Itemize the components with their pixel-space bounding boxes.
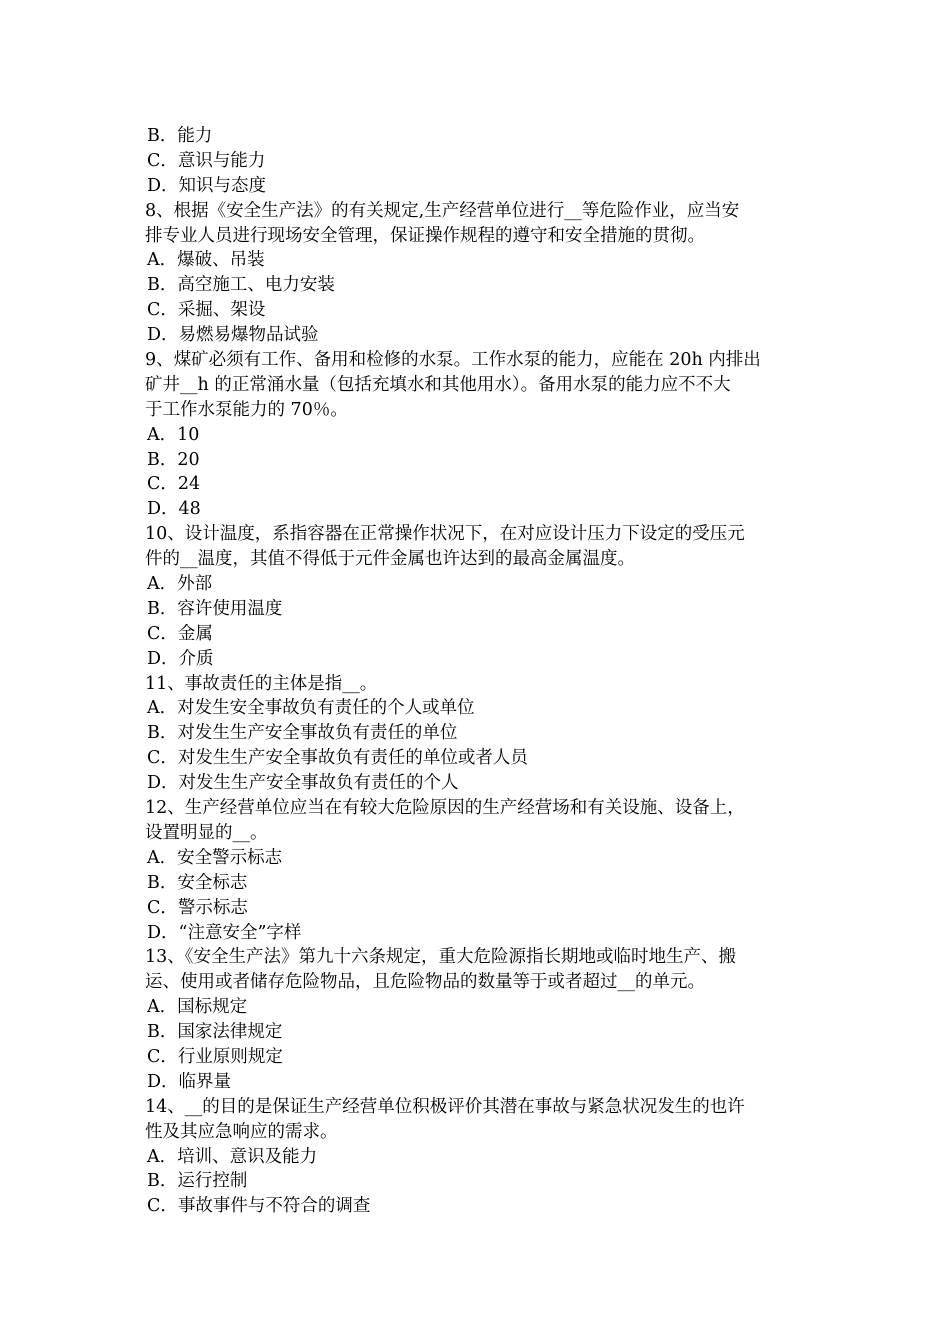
question-text-line: 性及其应急响应的需求。 — [145, 1121, 338, 1142]
answer-option: C．对发生生产安全事故负有责任的单位或者人员 — [147, 748, 528, 769]
answer-option: D．临界量 — [147, 1071, 232, 1092]
question-text-line: 运、使用或者储存危险物品，且危险物品的数量等于或者超过__的单元。 — [145, 972, 705, 993]
answer-option: A．培训、意识及能力 — [147, 1146, 318, 1167]
question-text-line: 12、生产经营单位应当在有较大危险原因的生产经营场和有关设施、设备上， — [145, 798, 745, 819]
document-page — [145, 124, 810, 1219]
answer-option: A．安全警示标志 — [147, 847, 283, 868]
question-text-line: 10、设计温度，系指容器在正常操作状况下，在对应设计压力下设定的受压元 — [145, 524, 745, 545]
answer-option: D．“注意安全”字样 — [147, 922, 302, 943]
question-text-line: 矿井__h 的正常涌水量（包括充填水和其他用水）。备用水泵的能力应不不大 — [145, 374, 731, 395]
answer-option: A．国标规定 — [147, 997, 248, 1018]
answer-option: D．对发生生产安全事故负有责任的个人 — [147, 773, 459, 794]
question-text-line: 件的__温度，其值不得低于元件金属也许达到的最高金属温度。 — [145, 549, 635, 570]
answer-option: D．48 — [147, 499, 201, 520]
answer-option: B．对发生生产安全事故负有责任的单位 — [147, 723, 458, 744]
question-text-line: 13、《安全生产法》第九十六条规定，重大危险源指长期地或临时地生产、搬 — [145, 947, 737, 968]
answer-option: B．20 — [147, 449, 200, 470]
answer-option: A．对发生安全事故负有责任的个人或单位 — [147, 698, 475, 719]
answer-option: C．24 — [147, 474, 201, 495]
answer-option: D．易燃易爆物品试验 — [147, 325, 319, 346]
answer-option: C．采掘、架设 — [147, 300, 266, 321]
answer-option: D．介质 — [147, 648, 214, 669]
answer-option: C．警示标志 — [147, 897, 248, 918]
question-text-line: 9、煤矿必须有工作、备用和检修的水泵。工作水泵的能力，应能在 20h 内排出 — [145, 350, 761, 371]
answer-option: A．外部 — [147, 574, 213, 595]
answer-option: A．10 — [147, 424, 200, 445]
answer-option: C．金属 — [147, 623, 213, 644]
question-text-line: 11、事故责任的主体是指__。 — [145, 673, 378, 694]
question-text-line: 设置明显的__。 — [145, 822, 268, 843]
question-text-line: 14、__的目的是保证生产经营单位积极评价其潜在事故与紧急状况发生的也许 — [145, 1096, 745, 1117]
answer-option: C．事故事件与不符合的调查 — [147, 1196, 371, 1217]
question-text-line: 于工作水泵能力的 70％。 — [145, 399, 348, 420]
answer-option: B．能力 — [147, 126, 213, 146]
answer-option: B．容许使用温度 — [147, 598, 283, 619]
answer-option: A．爆破、吊装 — [147, 250, 265, 271]
answer-option: B．高空施工、电力安装 — [147, 275, 335, 296]
answer-option: B．运行控制 — [147, 1171, 248, 1192]
question-text-line: 8、根据《安全生产法》的有关规定,生产经营单位进行__等危险作业，应当安 — [145, 200, 740, 221]
answer-option: C．行业原则规定 — [147, 1046, 283, 1067]
question-text-line: 排专业人员进行现场安全管理，保证操作规程的遵守和安全措施的贯彻。 — [145, 225, 705, 246]
answer-option: D．知识与态度 — [147, 175, 267, 196]
answer-option: C．意识与能力 — [147, 150, 266, 171]
answer-option: B．安全标志 — [147, 872, 248, 893]
answer-option: B．国家法律规定 — [147, 1022, 283, 1043]
